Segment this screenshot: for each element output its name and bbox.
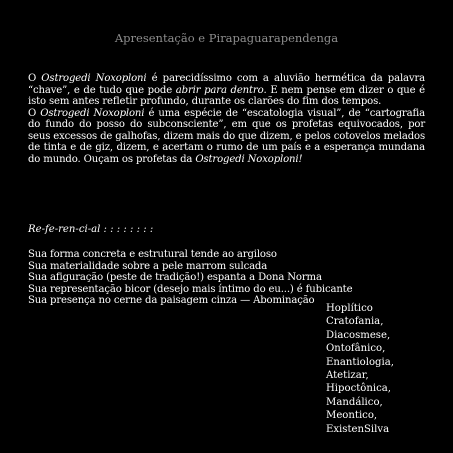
reference-heading: Re-fe-ren-ci-al : : : : : : : : xyxy=(28,224,154,235)
word-list-item: Hipoctônica, xyxy=(326,383,391,395)
intro-p1-text-3: . E nem pense em dizer o que é isto sem antes refletir profundo, durante os clarões do fim dos tempos. xyxy=(28,84,426,107)
intro-p1-name: Ostrogedi Noxoploni xyxy=(41,73,147,84)
word-list-item: Hoplítico xyxy=(326,303,373,314)
word-list xyxy=(326,302,394,436)
word-list-item: Cratofania, xyxy=(326,316,384,328)
word-list-item: Ontofânico, xyxy=(326,343,386,355)
word-list-item: ExistenSilva xyxy=(326,423,390,435)
reference-line: Sua forma concreta e estrutural tende ao argiloso xyxy=(28,249,277,260)
reference-line: Sua materialidade sobre a pele marrom sulcada xyxy=(28,260,268,272)
word-list-item: Atetizar, xyxy=(326,370,369,382)
intro-p2-name: Ostrogedi Noxoploni xyxy=(40,107,145,119)
intro-p1-emphasis: abrir para dentro xyxy=(175,84,264,96)
intro-text xyxy=(28,73,425,165)
word-list-item: Meontico, xyxy=(326,410,378,422)
intro-p2-text-1: O xyxy=(28,107,41,119)
word-list-item: Enantiologia, xyxy=(326,356,394,368)
word-list-item: Diacosmese, xyxy=(326,329,391,341)
reference-line: Sua afiguração (peste de tradição!) espanta a Dona Norma xyxy=(28,272,322,284)
intro-p1-text-1: O xyxy=(28,73,42,84)
page-title: Apresentação e Pirapaguarapendenga xyxy=(114,31,339,45)
reference-line: Sua representação bicor (desejo mais íntimo do eu...) é fubicante xyxy=(28,283,353,295)
intro-paragraph-1 xyxy=(28,73,425,108)
intro-p2-name-2: Ostrogedi Noxoploni! xyxy=(195,153,303,165)
word-list-item: Mandálico, xyxy=(326,396,383,408)
intro-paragraph-2 xyxy=(28,108,425,166)
reference-lines xyxy=(28,249,352,307)
intro-p1-text-2: é parecidíssimo com a aluvião hermética da palavra “chave”, e de tudo que pode xyxy=(28,73,426,96)
intro-p2-text-2: é uma espécie de “escatologia visual”, de “cartografia do fundo do posso do subconsciente”, em que os profetas equivocados, por seus excessos de galhofas, dizem mais do que dizem, e pelos cotovelos melados de tinta e de giz, dizem, e acertam o rumo de um país e a esperança mundana do mundo. Ouçam os profetas da xyxy=(28,107,425,165)
reference-line: Sua presença no cerne da paisagem cinza — Abominação xyxy=(28,295,315,307)
